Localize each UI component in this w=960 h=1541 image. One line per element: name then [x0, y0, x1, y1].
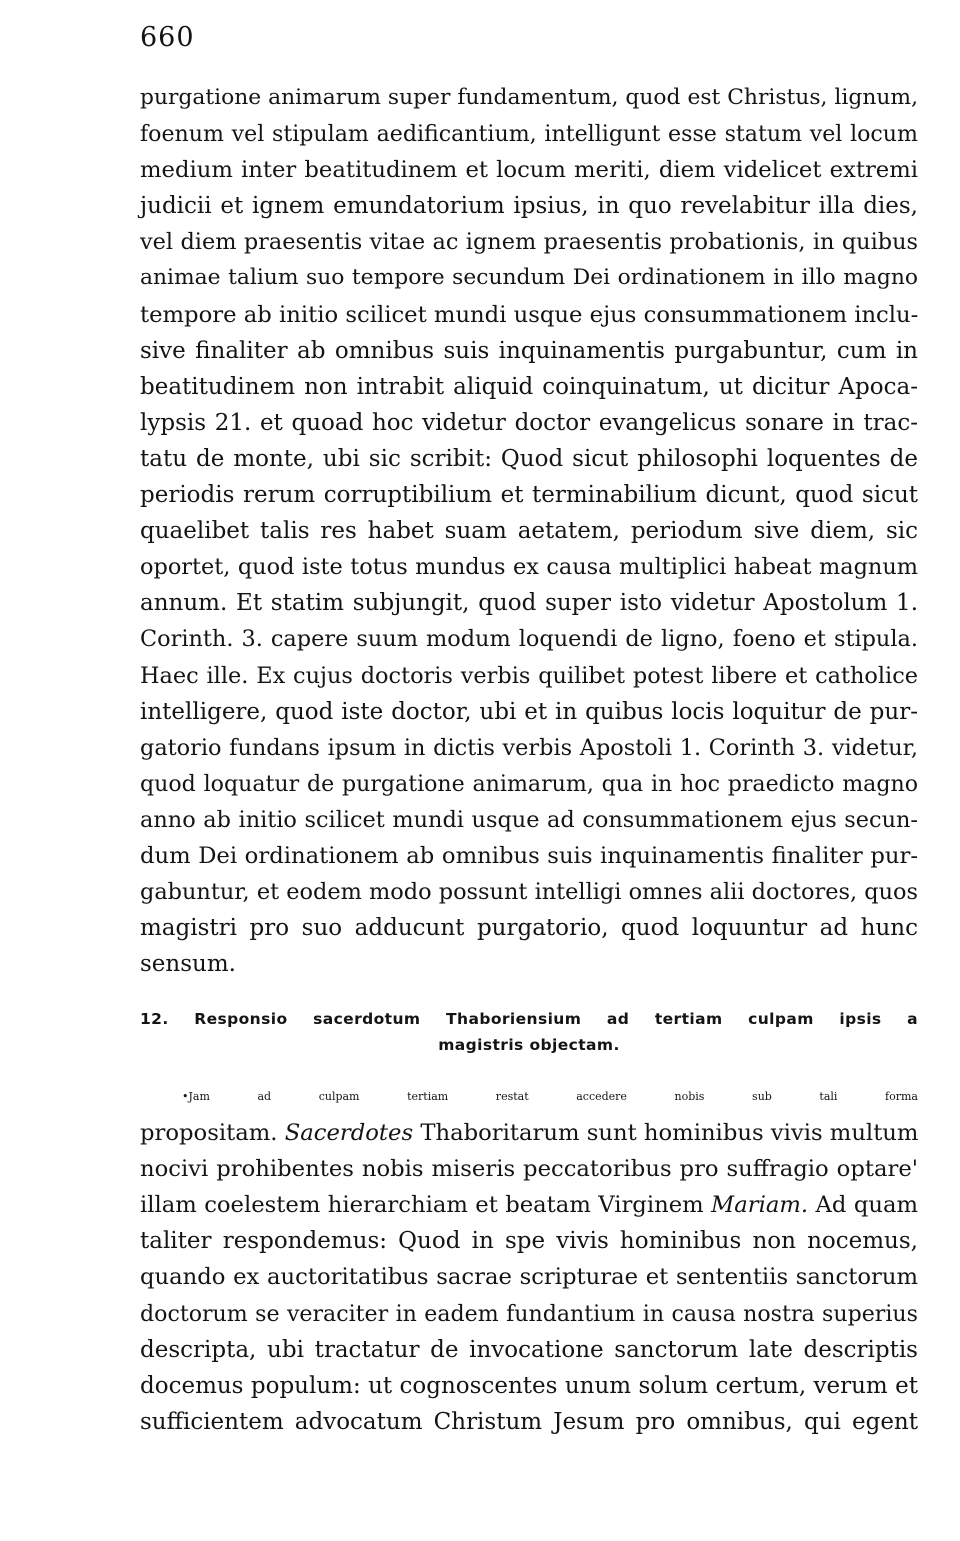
text-line: periodis rerum corruptibilium et terminabilium dicunt, quod sicut [140, 482, 918, 509]
text-line: Haec ille. Ex cujus doctoris verbis quilibet potest libere et catholice [140, 662, 918, 689]
text-line: •Jam ad culpam tertiam restat accedere nobis sub tali forma [182, 1090, 918, 1103]
text-line: nocivi prohibentes nobis miseris peccatoribus pro suffragio optare' [140, 1156, 918, 1183]
text-line: purgatione animarum super fundamentum, quod est Christus, lignum, [140, 85, 918, 110]
text-line: animae talium suo tempore secundum Dei ordinationem in illo magno [140, 265, 918, 291]
text-span: illam coelestem hierarchiam et beatam Virginem [140, 1192, 712, 1219]
text-line: docemus populum: ut cognoscentes unum solum certum, verum et [140, 1372, 918, 1399]
italic-text: Sacerdotes [284, 1120, 414, 1147]
text-line: quaelibet talis res habet suam aetatem, periodum sive diem, sic [140, 518, 918, 545]
text-line: judicii et ignem emundatorium ipsius, in quo revelabitur illa dies, [140, 193, 918, 220]
text-span: propositam. [140, 1120, 285, 1147]
text-line: intelligere, quod iste doctor, ubi et in quibus locis loquitur de pur- [140, 698, 918, 725]
paragraph-2 [140, 1079, 918, 1440]
italic-text: Mariam. [711, 1192, 809, 1219]
text-line: beatitudinem non intrabit aliquid coinquinatum, ut dicitur Apoca- [140, 373, 918, 400]
text-line: gabuntur, et eodem modo possunt intelligi omnes alii doctores, quos [140, 879, 918, 906]
text-line: gatorio fundans ipsum in dictis verbis Apostoli 1. Corinth 3. videtur, [140, 734, 918, 761]
text-line: doctorum se veraciter in eadem fundantium in causa nostra superius [140, 1300, 918, 1327]
text-line: Corinth. 3. capere suum modum loquendi de ligno, foeno et stipula. [140, 626, 918, 653]
text-line: quod loquatur de purgatione animarum, qua in hoc praedicto magno [140, 770, 918, 797]
text-line: magistri pro suo adducunt purgatorio, quod loquuntur ad hunc [140, 915, 918, 942]
section-heading-line-2: magistris objectam. [438, 1036, 620, 1054]
page-number: 660 [140, 22, 195, 53]
text-line: descripta, ubi tractatur de invocatione sanctorum late descriptis [140, 1336, 918, 1363]
text-line: dum Dei ordinationem ab omnibus suis inquinamentis finaliter pur- [140, 842, 918, 869]
text-line: tatu de monte, ubi sic scribit: Quod sicut philosophi loquentes de [140, 445, 918, 472]
text-line: tempore ab initio scilicet mundi usque ejus consummationem inclu- [140, 301, 919, 328]
text-line: taliter respondemus: Quod in spe vivis hominibus non nocemus, [140, 1228, 918, 1255]
text-line: foenum vel stipulam aedificantium, intelligunt esse statum vel locum [140, 121, 918, 148]
text-line: sive finaliter ab omnibus suis inquinamentis purgabuntur, cum in [140, 337, 918, 364]
text-line [140, 1187, 918, 1223]
paragraph-1 [140, 80, 918, 982]
text-line: medium inter beatitudinem et locum meriti, diem videlicet extremi [140, 157, 918, 184]
text-line: annum. Et statim subjungit, quod super isto videtur Apostolum 1. [140, 590, 918, 617]
text-line: anno ab initio scilicet mundi usque ad consummationem ejus secun- [140, 806, 918, 833]
section-heading [140, 1006, 918, 1058]
text-line: sufficientem advocatum Christum Jesum pro omnibus, qui egent [140, 1408, 918, 1435]
section-heading-line-1: 12. Responsio sacerdotum Thaboriensium ad tertiam culpam ipsis a [140, 1010, 918, 1028]
text-line: quando ex auctoritatibus sacrae scripturae et sententiis sanctorum [140, 1264, 918, 1291]
text-span: Thaboritarum sunt hominibus vivis multum [413, 1120, 919, 1147]
text-line: vel diem praesentis vitae ac ignem praesentis probationis, in quibus [140, 229, 918, 256]
text-line: lypsis 21. et quoad hoc videtur doctor evangelicus sonare in trac- [140, 409, 918, 436]
text-line: oportet, quod iste totus mundus ex causa multiplici habeat magnum [140, 554, 918, 581]
text-line: sensum. [140, 951, 236, 978]
text-line [140, 1115, 918, 1151]
text-span: Ad quam [808, 1192, 918, 1219]
